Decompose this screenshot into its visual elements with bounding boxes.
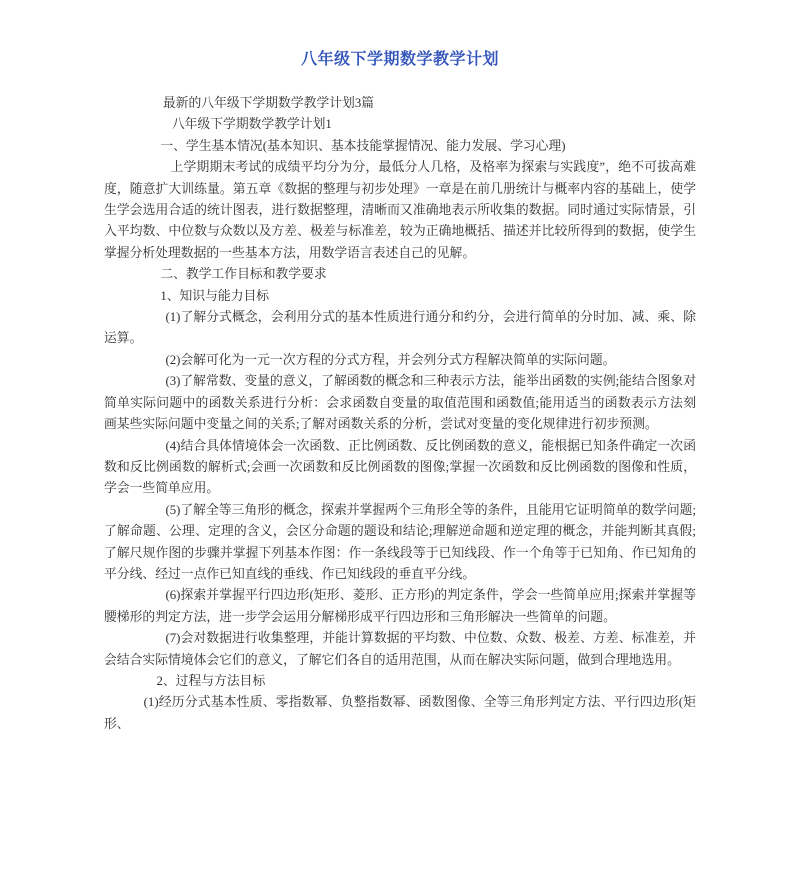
paragraph: 上学期期末考试的成绩平均分为分，最低分人几格，及格率为探索与实践度”，绝不可拔高难度，随意扩大训练量。第五章《数据的整理与初步处理》一章是在前几册统计与概率内容的基础上，使学生学会选用合适的统计图表，进行数据整理，清晰而又准确地表示所收集的数据。同时通过实际情景，引入平均数、中位数与众数以及方差、极差与标准差，较为正确地概括、描述并比较所得到的数据，使学生掌握分析处理数据的一些基本方法，用数学语言表述自己的见解。	[104, 160, 696, 260]
paragraph: 2、过程与方法目标	[156, 673, 266, 688]
paragraph: (7)会对数据进行收集整理，并能计算数据的平均数、中位数、众数、极差、方差、标准差，并会结合实际情境体会它们的意义，了解它们各自的适用范围，从而在解决实际问题，做到合理地选用。	[104, 631, 696, 667]
document-title: 八年级下学期数学教学计划	[300, 51, 499, 68]
paragraph: 最新的八年级下学期数学教学计划3篇	[162, 96, 375, 110]
paragraph: (4)结合具体情境体会一次函数、正比例函数、反比例函数的意义，能根据已知条件确定一次函数和反比例函数的解析式;会画一次函数和反比例函数的图像;掌握一次函数和反比例函数的图像和性质，学会一些简单应用。	[104, 438, 696, 496]
paragraph: (3)了解常数、变量的意义，了解函数的概念和三种表示方法，能举出函数的实例;能结合图象对简单实际问题中的函数关系进行分析：会求函数自变量的取值范围和函数值;能用适当的函数表示方法刻画某些实际问题中变量之间的关系;了解对函数关系的分析，尝试对变量的变化规律进行初步预测。	[104, 374, 696, 432]
paragraph: 1、知识与能力目标	[160, 288, 270, 303]
paragraph: (1)经历分式基本性质、零指数幂、负整指数幂、函数图像、全等三角形判定方法、平行四边形(矩形、	[104, 695, 696, 731]
paragraph: (1)了解分式概念，会利用分式的基本性质进行通分和约分，会进行简单的分时加、减、乘、除运算。	[104, 310, 696, 346]
paragraph: 一、学生基本情况(基本知识、基本技能掌握情况、能力发展、学习心理)	[160, 138, 566, 153]
document-body	[104, 93, 696, 735]
paragraph: (2)会解可化为一元一次方程的分式方程，并会列分式方程解决简单的实际问题。	[165, 352, 616, 367]
paragraph: 八年级下学期数学教学计划1	[171, 117, 332, 132]
paragraph: (6)探索并掌握平行四边形(矩形、菱形、正方形)的判定条件，学会一些简单应用;探索并掌握等腰梯形的判定方法，进一步学会运用分解梯形成平行四边形和三角形解决一些简单的问题。	[104, 588, 696, 624]
paragraph: 二、教学工作目标和教学要求	[160, 267, 327, 282]
paragraph: (5)了解全等三角形的概念，探索并掌握两个三角形全等的条件，且能用它证明简单的数学问题;了解命题、公理、定理的含义，会区分命题的题设和结论;理解逆命题和逆定理的概念，并能判断其真假;了解尺规作图的步骤并掌握下列基本作图：作一条线段等于已知线段、作一个角等于已知角、作已知角的平分线、经过一点作已知直线的垂线、作已知线段的垂直平分线。	[104, 502, 696, 581]
